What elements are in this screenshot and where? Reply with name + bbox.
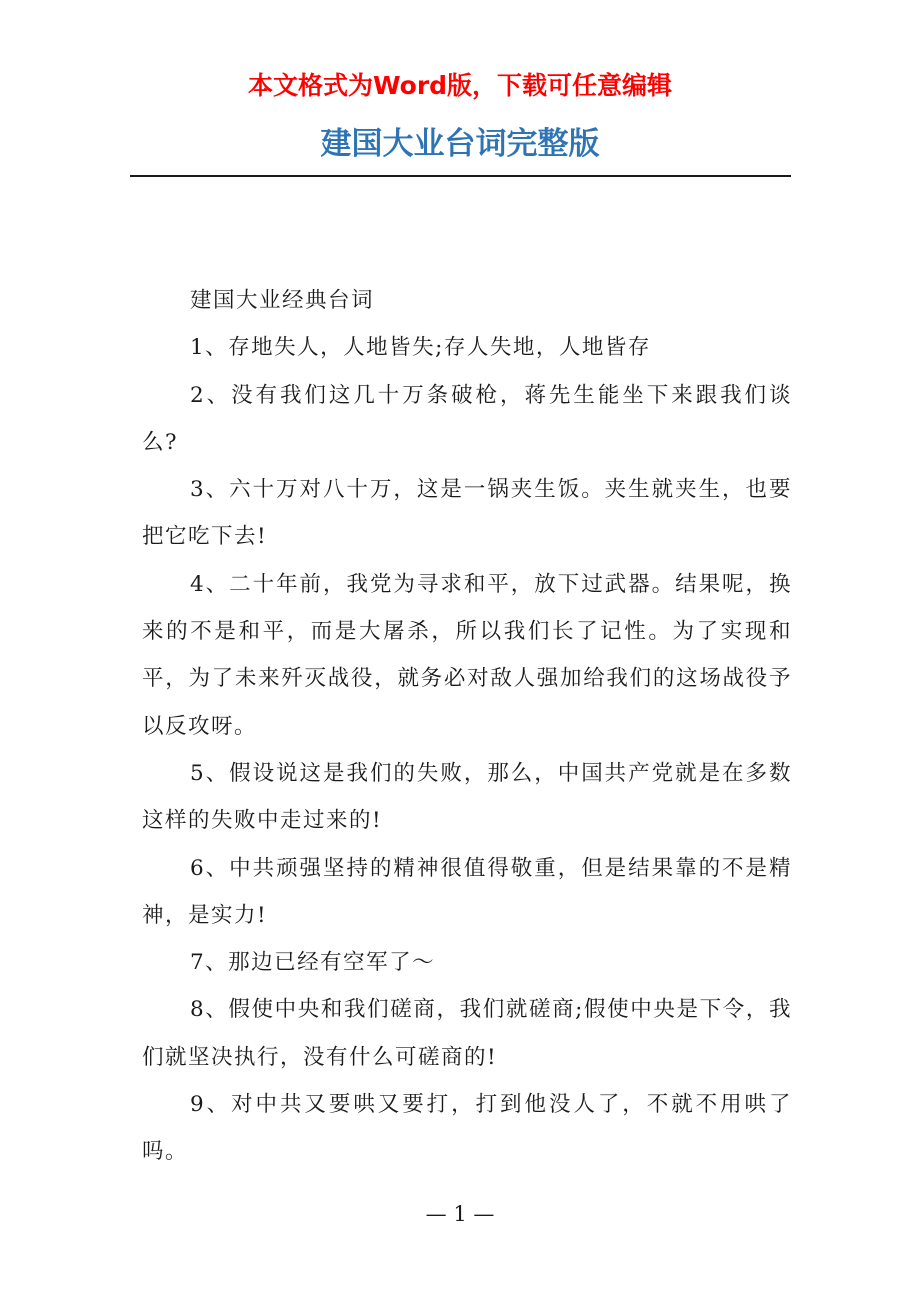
quote-paragraph-5: 5、假设说这是我们的失败，那么，中国共产党就是在多数这样的失败中走过来的! [142,760,792,834]
quote-paragraph-3: 3、六十万对八十万，这是一锅夹生饭。夹生就夹生，也要把它吃下去! [142,477,792,550]
quote-paragraph-2: 2、没有我们这几十万条破枪，蒋先生能坐下来跟我们谈么? [142,382,792,455]
quote-paragraph-1: 1、存地失人，人地皆失;存人失地，人地皆存 [190,335,651,361]
quote-paragraph-9: 9、对中共又要哄又要打，打到他没人了，不就不用哄了吗。 [142,1092,792,1165]
page-number: — 1 — [425,1202,495,1226]
document-title: 建国大业台词完整版 [320,126,600,162]
quote-paragraph-8: 8、假使中央和我们磋商，我们就磋商;假使中央是下令，我们就坚决执行，没有什么可磋商的! [142,997,792,1070]
document-body [142,277,792,1176]
title-divider [130,175,791,177]
quote-paragraph-7: 7、那边已经有空军了～ [190,950,436,976]
quote-paragraph-4: 4、二十年前，我党为寻求和平，放下过武器。结果呢，换来的不是和平，而是大屠杀，所以我们长了记性。为了实现和平，为了未来歼灭战役，就务必对敌人强加给我们的这场战役予以反攻呀。 [142,571,792,739]
quote-paragraph-6: 6、中共顽强坚持的精神很值得敬重，但是结果靠的不是精神，是实力! [142,855,792,928]
section-heading: 建国大业经典台词 [190,288,375,313]
download-notice-banner: 本文格式为Word版，下载可任意编辑 [247,71,673,100]
